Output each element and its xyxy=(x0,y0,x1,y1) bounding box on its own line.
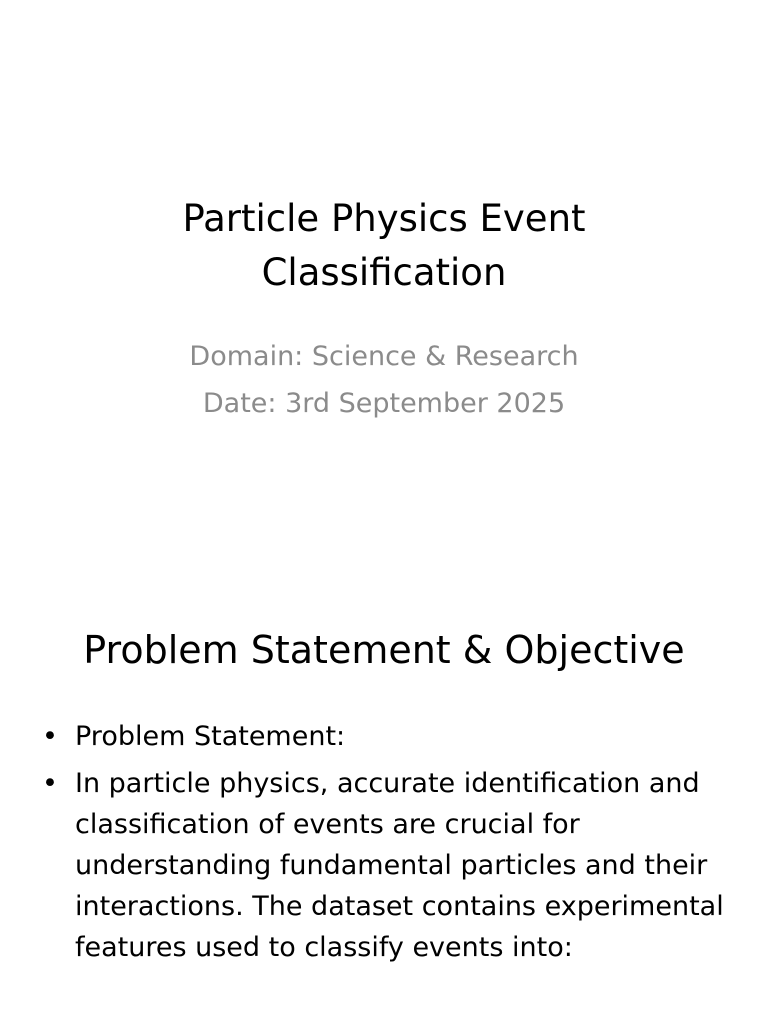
title-line-2: Classification xyxy=(261,251,507,294)
bullet-marker: • xyxy=(42,721,58,752)
problem-statement-slide xyxy=(0,576,768,1024)
title-subtitle xyxy=(60,333,708,427)
presentation-title xyxy=(60,192,708,300)
bullet-marker: • xyxy=(42,768,58,799)
bullet-item xyxy=(42,716,732,757)
bullet-list xyxy=(42,716,732,974)
slide-title: Problem Statement & Objective xyxy=(83,628,685,672)
bullet-text: In particle physics, accurate identification and classification of events are crucial for understanding fundamental particles and their interactions. The dataset contains experimental features used to classify events into: xyxy=(75,768,724,963)
date-line: Date: 3rd September 2025 xyxy=(202,388,566,419)
title-line-1: Particle Physics Event xyxy=(182,197,586,240)
domain-line: Domain: Science & Research xyxy=(189,341,579,372)
bullet-text: Problem Statement: xyxy=(75,721,346,752)
bullet-item xyxy=(42,763,732,968)
